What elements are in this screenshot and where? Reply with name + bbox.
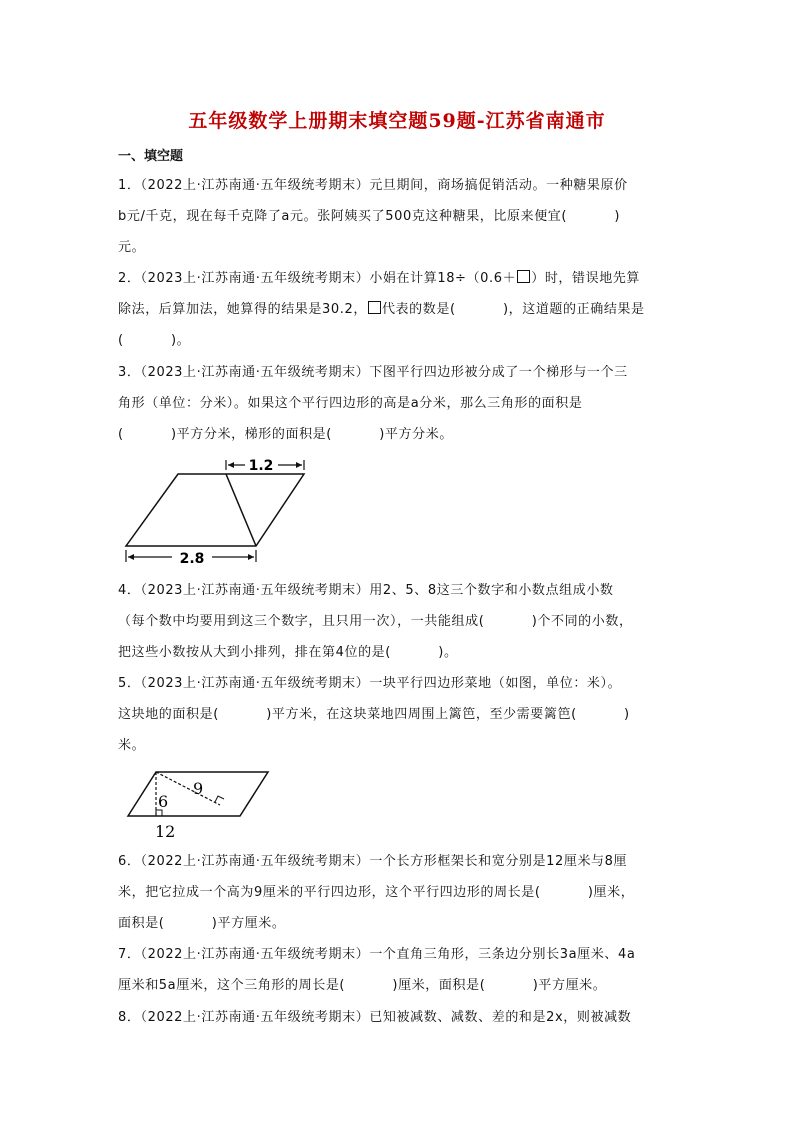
q3-fig-bottom-label: 2.8: [179, 551, 205, 567]
parallelogram-figure-q5: [118, 764, 278, 844]
q8-line-1: 8．（2022上·江苏南通·五年级统考期末）已知被减数、减数、差的和是2x，则被减数: [118, 1010, 632, 1025]
q2-line-2b: 代表的数是( )，这道题的正确结果是: [381, 302, 645, 317]
q5-line-3: 米。: [118, 738, 146, 753]
q5-fig-base-label: 12: [155, 822, 176, 841]
q3-line-3: ( )平方分米，梯形的面积是( )平方分米。: [118, 427, 453, 442]
q3-fig-top-label: 1.2: [248, 458, 274, 474]
section-heading: 一、填空题: [118, 149, 184, 164]
q6-line-1: 6．（2022上·江苏南通·五年级统考期末）一个长方形框架长和宽分别是12厘米与8厘: [118, 854, 628, 869]
q5-line-2: 这块地的面积是( )平方米，在这块菜地四周围上篱笆，至少需要篱笆( ): [118, 707, 630, 722]
q5-fig-slant-label: 9: [193, 779, 204, 798]
q4-line-3: 把这些小数按从大到小排列，排在第4位的是( )。: [118, 645, 458, 660]
q5-line-1: 5．（2023上·江苏南通·五年级统考期末）一块平行四边形菜地（如图，单位：米）。: [118, 676, 622, 691]
q1-line-2: b元/千克，现在每千克降了a元。张阿姨买了500克这种糖果，比原来便宜( ): [118, 209, 621, 224]
q1-line-3: 元。: [118, 240, 146, 255]
square-box-icon: [517, 270, 530, 283]
q7-line-2: 厘米和5a厘米，这个三角形的周长是( )厘米，面积是( )平方厘米。: [118, 978, 607, 993]
q2-line-1b: ）时，错误地先算: [531, 271, 641, 286]
q7-line-1: 7．（2022上·江苏南通·五年级统考期末）一个直角三角形，三条边分别长3a厘米、4a: [118, 947, 636, 962]
q2-line-3: ( )。: [118, 333, 191, 348]
q2-line-2a: 除法，后算加法，她算得的结果是30.2，: [118, 302, 367, 317]
q4-line-2: （每个数中均要用到这三个数字，且只用一次），一共能组成( )个不同的小数，: [118, 614, 633, 629]
q3-line-2: 角形（单位：分米）。如果这个平行四边形的高是a分米，那么三角形的面积是: [118, 396, 583, 411]
q1-line-1: 1．（2022上·江苏南通·五年级统考期末）元旦期间，商场搞促销活动。一种糖果原价: [118, 178, 628, 193]
q6-line-2: 米，把它拉成一个高为9厘米的平行四边形，这个平行四边形的周长是( )厘米，: [118, 885, 635, 900]
q4-line-1: 4．（2023上·江苏南通·五年级统考期末）用2、5、8这三个数字和小数点组成小数: [118, 583, 614, 598]
q2-line-1: [118, 270, 640, 288]
q3-line-1: 3．（2023上·江苏南通·五年级统考期末）下图平行四边形被分成了一个梯形与一个三: [118, 365, 628, 380]
q2-line-1a: 2．（2023上·江苏南通·五年级统考期末）小娟在计算18÷（0.6＋: [118, 271, 517, 286]
square-box-icon: [368, 301, 381, 314]
parallelogram-figure-q3: [118, 452, 318, 570]
q5-fig-height-label: 6: [158, 792, 169, 811]
page-title: 五年级数学上册期末填空题59题-江苏省南通市: [188, 110, 606, 132]
q6-line-3: 面积是( )平方厘米。: [118, 916, 286, 931]
q2-line-2: [118, 301, 645, 319]
